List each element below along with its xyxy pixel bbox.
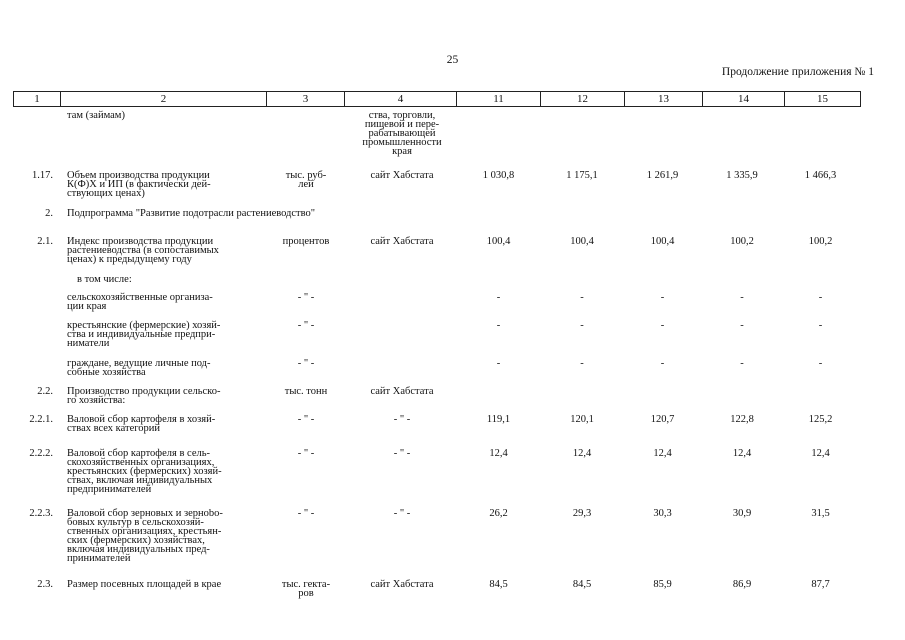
row-number: 2.2.1. bbox=[29, 414, 53, 425]
row-number: 1.17. bbox=[32, 170, 53, 181]
row-indicator: в том числе: bbox=[77, 274, 132, 285]
row-unit: процентов bbox=[282, 236, 330, 247]
header-col-13: 13 bbox=[625, 92, 703, 106]
row-number: 2. bbox=[45, 208, 53, 219]
row-indicator: Производство продукции сельско- го хозяйства: bbox=[67, 386, 221, 406]
row-value-12: 12,4 bbox=[572, 448, 592, 459]
row-value-14: - bbox=[740, 358, 744, 369]
row-indicator: граждане, ведущие личные под- собные хозяйства bbox=[67, 358, 211, 378]
row-value-13: - bbox=[660, 358, 665, 369]
row-value-15: - bbox=[818, 292, 823, 303]
row-value-13: 30,3 bbox=[653, 508, 672, 519]
row-unit: - " - bbox=[297, 320, 315, 331]
row-unit: - " - bbox=[297, 414, 315, 425]
row-unit: тыс. тонн bbox=[284, 386, 328, 397]
row-value-12: 1 175,1 bbox=[566, 170, 598, 181]
row-unit: тыс. гекта- ров bbox=[281, 579, 331, 599]
header-col-15: 15 bbox=[817, 93, 828, 105]
row-unit: тыс. руб- лей bbox=[285, 170, 327, 190]
row-source: - " - bbox=[393, 448, 411, 459]
row-value-11: 100,4 bbox=[486, 236, 511, 247]
row-value-12: - bbox=[580, 358, 584, 369]
row-value-14: 86,9 bbox=[732, 579, 752, 590]
row-value-14: - bbox=[740, 320, 744, 331]
row-value-14: 122,8 bbox=[730, 414, 754, 425]
row-value-15: 31,5 bbox=[811, 508, 830, 519]
row-value-11: 84,5 bbox=[489, 579, 508, 590]
row-value-11: - bbox=[496, 292, 501, 303]
row-value-11: - bbox=[496, 358, 501, 369]
header-col-3: 3 bbox=[267, 92, 345, 106]
row-number: 2.1. bbox=[37, 236, 53, 247]
row-value-12: 84,5 bbox=[572, 579, 592, 590]
row-value-12: 100,4 bbox=[570, 236, 594, 247]
row-number: 2.3. bbox=[37, 579, 53, 590]
row-source: сайт Хабстата bbox=[370, 386, 434, 397]
row-indicator: Объем производства продукции К(Ф)Х и ИП (в фактически дей- ствующих ценах) bbox=[67, 170, 211, 199]
row-value-14: 30,9 bbox=[732, 508, 752, 519]
row-indicator: Валовой сбор картофеля в хозяй- ствах всех категорий bbox=[67, 414, 216, 434]
row-value-15: 100,2 bbox=[808, 236, 833, 247]
table-header bbox=[13, 91, 861, 107]
header-col-4: 4 bbox=[345, 92, 457, 106]
row-value-13: 120,7 bbox=[650, 414, 675, 425]
row-source: - " - bbox=[393, 414, 411, 425]
header-col-2: 2 bbox=[61, 92, 267, 106]
row-value-13: - bbox=[660, 320, 665, 331]
row-indicator: Индекс производства продукции растениеводства (в сопоставимых ценах) к предыдущему году bbox=[67, 236, 219, 265]
row-number: 2.2.2. bbox=[29, 448, 53, 459]
header-col-14: 14 bbox=[703, 92, 785, 106]
row-value-12: 29,3 bbox=[572, 508, 592, 519]
row-unit: - " - bbox=[297, 292, 315, 303]
row-value-14: 100,2 bbox=[730, 236, 754, 247]
row-value-11: 12,4 bbox=[489, 448, 508, 459]
row-indicator: крестьянские (фермерские) хозяй- ства и индивидуальные предпри- ниматели bbox=[67, 320, 221, 349]
row-value-12: - bbox=[580, 292, 584, 303]
row-number: 2.2.3. bbox=[29, 508, 53, 519]
header-col-11: 11 bbox=[457, 92, 541, 106]
row-value-13: 12,4 bbox=[653, 448, 672, 459]
row-source: сайт Хабстата bbox=[370, 579, 434, 590]
row-value-12: - bbox=[580, 320, 584, 331]
row-source: - " - bbox=[393, 508, 411, 519]
row-value-13: 100,4 bbox=[650, 236, 675, 247]
row-value-13: 85,9 bbox=[653, 579, 672, 590]
row-source: сайт Хабстата bbox=[370, 170, 434, 181]
row-unit: - " - bbox=[297, 358, 315, 369]
row-value-11: 119,1 bbox=[486, 414, 511, 425]
row-value-12: 120,1 bbox=[570, 414, 594, 425]
row-value-15: 125,2 bbox=[808, 414, 833, 425]
row-value-15: - bbox=[818, 358, 823, 369]
row-indicator: сельскохозяйственные организа- ции края bbox=[67, 292, 213, 312]
header-col-1: 1 bbox=[14, 92, 61, 106]
row-source: сайт Хабстата bbox=[370, 236, 434, 247]
row-value-13: 1 261,9 bbox=[646, 170, 679, 181]
row-source: ства, торговли, пищевой и пере- рабатывающей промышленности края bbox=[362, 110, 442, 157]
row-unit: - " - bbox=[297, 448, 315, 459]
page-number: 25 bbox=[446, 54, 459, 66]
row-value-14: 1 335,9 bbox=[726, 170, 758, 181]
row-value-11: 1 030,8 bbox=[482, 170, 515, 181]
row-indicator: Валовой сбор картофеля в сель- скохозяйственных организациях, крестьянских (фермерских) хозяй- ствах, включая индивидуальных предпринимателей bbox=[67, 448, 222, 495]
row-indicator: Подпрограмма "Развитие подотрасли растениеводство" bbox=[67, 208, 316, 219]
row-value-11: 26,2 bbox=[489, 508, 508, 519]
row-value-14: - bbox=[740, 292, 744, 303]
row-value-15: 87,7 bbox=[811, 579, 830, 590]
row-value-11: - bbox=[496, 320, 501, 331]
row-value-14: 12,4 bbox=[732, 448, 752, 459]
row-number: 2.2. bbox=[37, 386, 53, 397]
row-value-15: - bbox=[818, 320, 823, 331]
row-value-15: 12,4 bbox=[811, 448, 830, 459]
header-col-12: 12 bbox=[541, 92, 625, 106]
row-indicator: Размер посевных площадей в крае bbox=[67, 579, 222, 590]
row-value-13: - bbox=[660, 292, 665, 303]
continuation-note: Продолжение приложения № 1 bbox=[721, 66, 874, 78]
row-indicator: там (займам) bbox=[67, 110, 125, 121]
row-indicator: Валовой сбор зерновых и зерноbo- бовых культур в сельскохозяй- ственных организациях, крестьян- ских (фермерских) хозяйствах, включая индивидуальных пред- принимателей bbox=[67, 508, 223, 564]
row-value-15: 1 466,3 bbox=[804, 170, 837, 181]
row-unit: - " - bbox=[297, 508, 315, 519]
